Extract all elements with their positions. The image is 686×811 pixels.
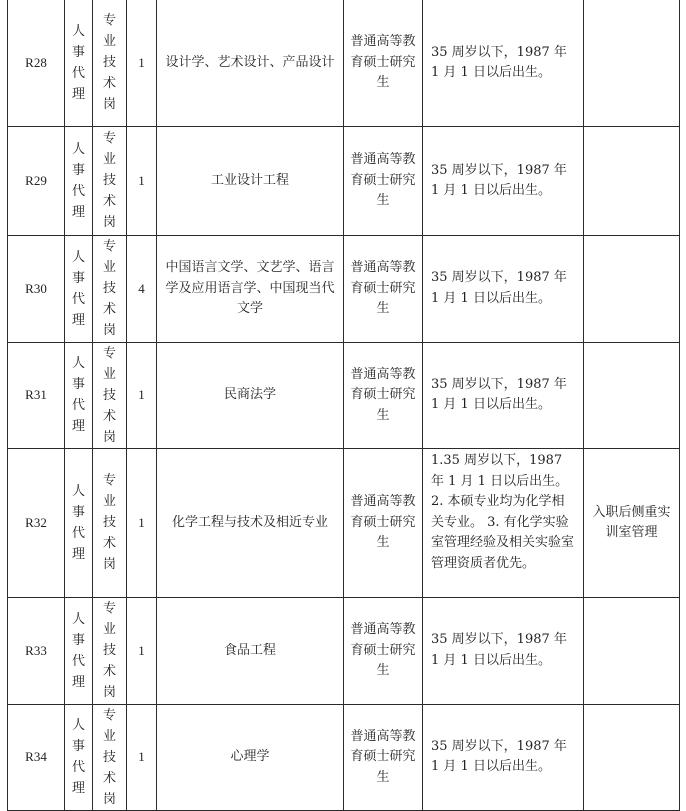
- position-code: R31: [8, 342, 65, 449]
- other-requirement: 1.35 周岁以下，1987 年 1 月 1 日以后出生。 2. 本硕专业均为化学相关专业。 3. 有化学实验室管理经验及相关实验室管理资质者优先。: [423, 449, 584, 598]
- position-code: R29: [8, 127, 65, 236]
- table-row: [8, 449, 680, 598]
- remarks: [584, 598, 680, 705]
- position-category: 专业技术岗: [93, 704, 127, 811]
- position-code: R28: [8, 0, 65, 127]
- employment-type: 人事代理: [65, 449, 93, 598]
- position-code: R34: [8, 704, 65, 811]
- table-row: [8, 0, 680, 127]
- remarks: [584, 127, 680, 236]
- other-requirement: 35 周岁以下，1987 年 1 月 1 日以后出生。: [423, 704, 584, 811]
- position-category: 专业技术岗: [93, 236, 127, 343]
- table-row: [8, 127, 680, 236]
- employment-type: 人事代理: [65, 704, 93, 811]
- position-category: 专业技术岗: [93, 449, 127, 598]
- major-requirement: 化学工程与技术及相近专业: [157, 449, 344, 598]
- other-requirement: 35 周岁以下，1987 年 1 月 1 日以后出生。: [423, 0, 584, 127]
- major-requirement: 食品工程: [157, 598, 344, 705]
- position-code: R30: [8, 236, 65, 343]
- employment-type: 人事代理: [65, 0, 93, 127]
- other-requirement: 35 周岁以下，1987 年 1 月 1 日以后出生。: [423, 236, 584, 343]
- major-requirement: 心理学: [157, 704, 344, 811]
- table-row: [8, 704, 680, 811]
- remarks: [584, 704, 680, 811]
- education-requirement: 普通高等教育硕士研究生: [344, 449, 423, 598]
- other-requirement: 35 周岁以下，1987 年 1 月 1 日以后出生。: [423, 342, 584, 449]
- hiring-count: 1: [127, 127, 157, 236]
- major-requirement: 工业设计工程: [157, 127, 344, 236]
- remarks: [584, 236, 680, 343]
- education-requirement: 普通高等教育硕士研究生: [344, 127, 423, 236]
- employment-type: 人事代理: [65, 342, 93, 449]
- other-requirement: 35 周岁以下，1987 年 1 月 1 日以后出生。: [423, 598, 584, 705]
- table-row: [8, 236, 680, 343]
- table-row: [8, 342, 680, 449]
- remarks: [584, 342, 680, 449]
- remarks: 入职后侧重实训室管理: [584, 449, 680, 598]
- employment-type: 人事代理: [65, 598, 93, 705]
- position-category: 专业技术岗: [93, 342, 127, 449]
- hiring-count: 1: [127, 0, 157, 127]
- education-requirement: 普通高等教育硕士研究生: [344, 598, 423, 705]
- major-requirement: 设计学、艺术设计、产品设计: [157, 0, 344, 127]
- hiring-count: 1: [127, 342, 157, 449]
- education-requirement: 普通高等教育硕士研究生: [344, 704, 423, 811]
- education-requirement: 普通高等教育硕士研究生: [344, 236, 423, 343]
- position-code: R32: [8, 449, 65, 598]
- hiring-count: 1: [127, 704, 157, 811]
- employment-type: 人事代理: [65, 127, 93, 236]
- remarks: [584, 0, 680, 127]
- education-requirement: 普通高等教育硕士研究生: [344, 342, 423, 449]
- hiring-count: 4: [127, 236, 157, 343]
- table-row: [8, 598, 680, 705]
- education-requirement: 普通高等教育硕士研究生: [344, 0, 423, 127]
- hiring-count: 1: [127, 598, 157, 705]
- hiring-count: 1: [127, 449, 157, 598]
- position-code: R33: [8, 598, 65, 705]
- position-category: 专业技术岗: [93, 127, 127, 236]
- major-requirement: 中国语言文学、文艺学、语言学及应用语言学、中国现当代文学: [157, 236, 344, 343]
- recruitment-table: [7, 0, 680, 811]
- position-category: 专业技术岗: [93, 0, 127, 127]
- other-requirement: 35 周岁以下，1987 年 1 月 1 日以后出生。: [423, 127, 584, 236]
- employment-type: 人事代理: [65, 236, 93, 343]
- position-category: 专业技术岗: [93, 598, 127, 705]
- major-requirement: 民商法学: [157, 342, 344, 449]
